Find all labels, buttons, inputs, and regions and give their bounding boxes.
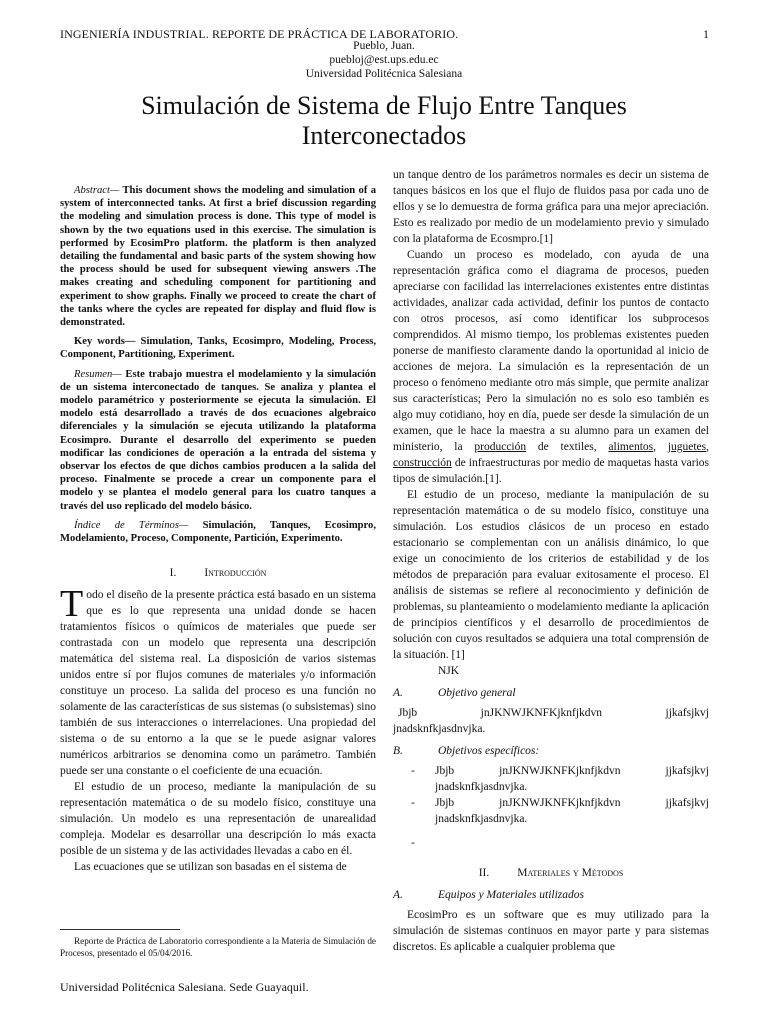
indice-text: Simulación, Tanques, Ecosimpro, Modelamiento, Proceso, Componente, Partición, Experimento. (60, 519, 376, 545)
section-title: Introducción (204, 567, 267, 580)
drop-cap: T (60, 583, 84, 626)
section-heading-intro (60, 565, 376, 581)
author-affiliation: Universidad Politécnica Salesiana (305, 68, 463, 80)
footnote: Reporte de Práctica de Laboratorio correspondiente a la Materia de Simulación de Procesos, presentado el 05/04/2016. (60, 936, 376, 958)
abstract (60, 184, 376, 329)
left-column (60, 184, 376, 875)
paper-title (60, 91, 708, 151)
right-paragraph-3: El estudio de un proceso, mediante la manipulación de su representación matemática o de su modelo físico, constituye una simulación. Los estudios clásicos de un proceso en estado estacionario se complementan con un análisis dinámico, lo que exige un conocimiento de los criterios de estabilidad y de los métodos de preparación para evaluar exitosamente el proceso. El análisis de sistemas se refiere al reconocimiento y definición de problemas, su planteamiento o modelamiento mediante la aplicación de principios científicos y el desarrollo de procedimientos de solución con cuyos resultados se adquiera una total comprensión de la situación. [1] (393, 489, 709, 661)
resumen (60, 368, 376, 513)
running-header: INGENIERÍA INDUSTRIAL. REPORTE DE PRÁCTICA DE LABORATORIO. (60, 27, 459, 41)
title-line-2: Interconectados (301, 121, 467, 150)
author-block (0, 39, 768, 81)
abstract-label: Abstract— (74, 185, 120, 196)
objetivo-general-line-2: jnadsknfkjasdnvjka. (393, 723, 486, 735)
resumen-label: Resumen— (74, 368, 122, 380)
abstract-text: This document shows the modeling and simulation of a system of interconnected tanks. At first a brief discussion regarding the modeling and simulation process is done. This type of model is shown by the two equations used in this exercise. The simulation is performed by EcosimPro platform. the platform is then analyzed detailing the fundamental and basic parts of the system showing how the process should be used for subsequent viewing answers .The makes creating and scheduling component for partitioning and experiment to show graphs. Finally we proceed to create the chart of the tanks where the cycles are repeated for display and fluid flow is demonstrated. (60, 185, 376, 329)
indice-label: Índice de Términos— (74, 519, 189, 531)
intro-paragraph-3: Las ecuaciones que se utilizan son basadas en el sistema de (74, 861, 347, 874)
footnote-rule (60, 929, 180, 930)
stray-text-njk: NJK (438, 665, 460, 677)
page-footer: Universidad Politécnica Salesiana. Sede Guayaquil. (60, 980, 309, 994)
right-column (393, 167, 709, 955)
objetivo-general-line-1: Jbjb jnJKNWJKNFKjknfjkdvn jjkafsjkvj (398, 707, 709, 719)
keywords-text: Simulation, Tanks, Ecosimpro, Modeling, Process, Component, Partitioning, Experiment. (60, 336, 376, 361)
list-item: - Jbjb jnJKNWJKNFKjknfjkdvn jjkafsjkvj jnadsknfkjasdnvjka. (411, 765, 709, 793)
resumen-text: Este trabajo muestra el modelamiento y la simulación de un sistema interconectado de tanques. Se analiza y plantea el modelo paramétrico y posteriormente se ejecuta la simulación. El modelo está desarrollado a través de dos ecuaciones algebraico diferenciales y la simulación se ejecuta utilizando la plataforma Ecosimpro. Durante el desarrollo del experimento se pueden modificar las condiciones de operación a la entrada del sistema y observar los efectos de que dichos cambios producen a la salida del proceso. Finalmente se procede a crear un componente para el modelo y se plantea el modelo general para los cuatro tanques a través del uso replicado del modelo básico. (60, 368, 376, 512)
right-paragraph-1: un tanque dentro de los parámetros normales es decir un sistema de tanques básicos en los que el flujo de fluidos pasa por cada uno de ellos y se lo demuestra de forma gráfica para una mejor apreciación. Esto es realizado por medio de un modelamiento previo y simulado con la plataforma de Ecosmpro.[1] (393, 169, 709, 245)
section-number: II. (478, 867, 490, 879)
author-email: puebloj@est.ups.edu.ec (329, 54, 439, 66)
subheading-equipos: A. Equipos y Materiales utilizados (393, 889, 584, 901)
list-item: - Jbjb jnJKNWJKNFKjknfjkdvn jjkafsjkvj jnadsknfkjasdnvjka. (411, 797, 709, 825)
subheading-objetivo-general: A. Objetivo general (393, 687, 516, 699)
section-title: Materiales y Métodos (517, 867, 624, 879)
keywords-label: Key words— (74, 336, 136, 348)
intro-paragraph-2: El estudio de un proceso, mediante la manipulación de su representación matemática o de su modelo físico, constituye una simulación. Un modelo es una representación de unarealidad compleja. Modelar es desarrollar una descripción lo más exacta posible de un sistema y de las actividades llevadas a cabo en él. (60, 781, 376, 858)
keywords (60, 335, 376, 361)
link-alimentos: alimentos (608, 441, 654, 453)
link-juguetes: juguetes (667, 441, 707, 453)
section-number: I. (169, 567, 177, 580)
indice-terminos (60, 519, 376, 545)
page-number: 1 (703, 27, 709, 41)
link-construccion: construcción (393, 457, 452, 469)
materiales-paragraph: EcosimPro es un software que es muy utilizado para la simulación de sistemas continuos en mayor parte y para sistemas discretos. Es aplicable a cualquier problema que (393, 909, 709, 953)
author-name: Pueblo, Juan. (353, 40, 415, 52)
right-paragraph-2: Cuando un proceso es modelado, con ayuda de una representación gráfica como el diagrama de procesos, pueden apreciarse con facilidad las interrelaciones existentes entre distintas actividades, analizar cada actividad, definir los puntos de contacto con otros procesos, así como identificar los subprocesos comprendidos. Al mismo tiempo, los problemas existentes pueden ponerse de manifiesto claramente dando la oportunidad al inicio de acciones de mejora. La simulación es la representación de un proceso o fenómeno mediante otro más simple, que permite analizar sus características; Pero la simulación no es solo eso también es algo muy cotidiano, hoy en día, puede ser desde la simulación de un examen, que le hace la maestra a su alumno para un examen del ministerio, la producción de textiles, alimentos, juguetes, construcción de infraestructuras por medio de maquetas hasta varios tipos de simulación.[1]. (393, 249, 710, 485)
subheading-objetivos-especificos: B. Objetivos específicos: (393, 745, 540, 757)
section-heading-materiales (393, 865, 709, 881)
title-line-1: Simulación de Sistema de Flujo Entre Tanques (141, 91, 627, 120)
link-produccion: producción (474, 441, 527, 453)
list-item-empty: - (411, 837, 415, 849)
intro-paragraph-1: Todo el diseño de la presente práctica está basado en un sistema que es lo que representa una unidad donde se hacen tratamientos físicos o químicos de materiales que puede ser contrastada con un modelo que representa una descripción matemática del sistema real. La disposición de varios sistemas unidos entre sí por flujos comunes de materiales y/o información constituye un proceso. La salida del proceso es una función no solamente de las características de sus sistemas (o subsistemas) sino también de sus interacciones o interrelaciones. Una propiedad del sistema o de su entorno a la que se le puede asignar valores numéricos arbitrarios se denomina como un parámetro. También puede ser una constante o el coeficiente de una ecuación. (60, 583, 376, 778)
